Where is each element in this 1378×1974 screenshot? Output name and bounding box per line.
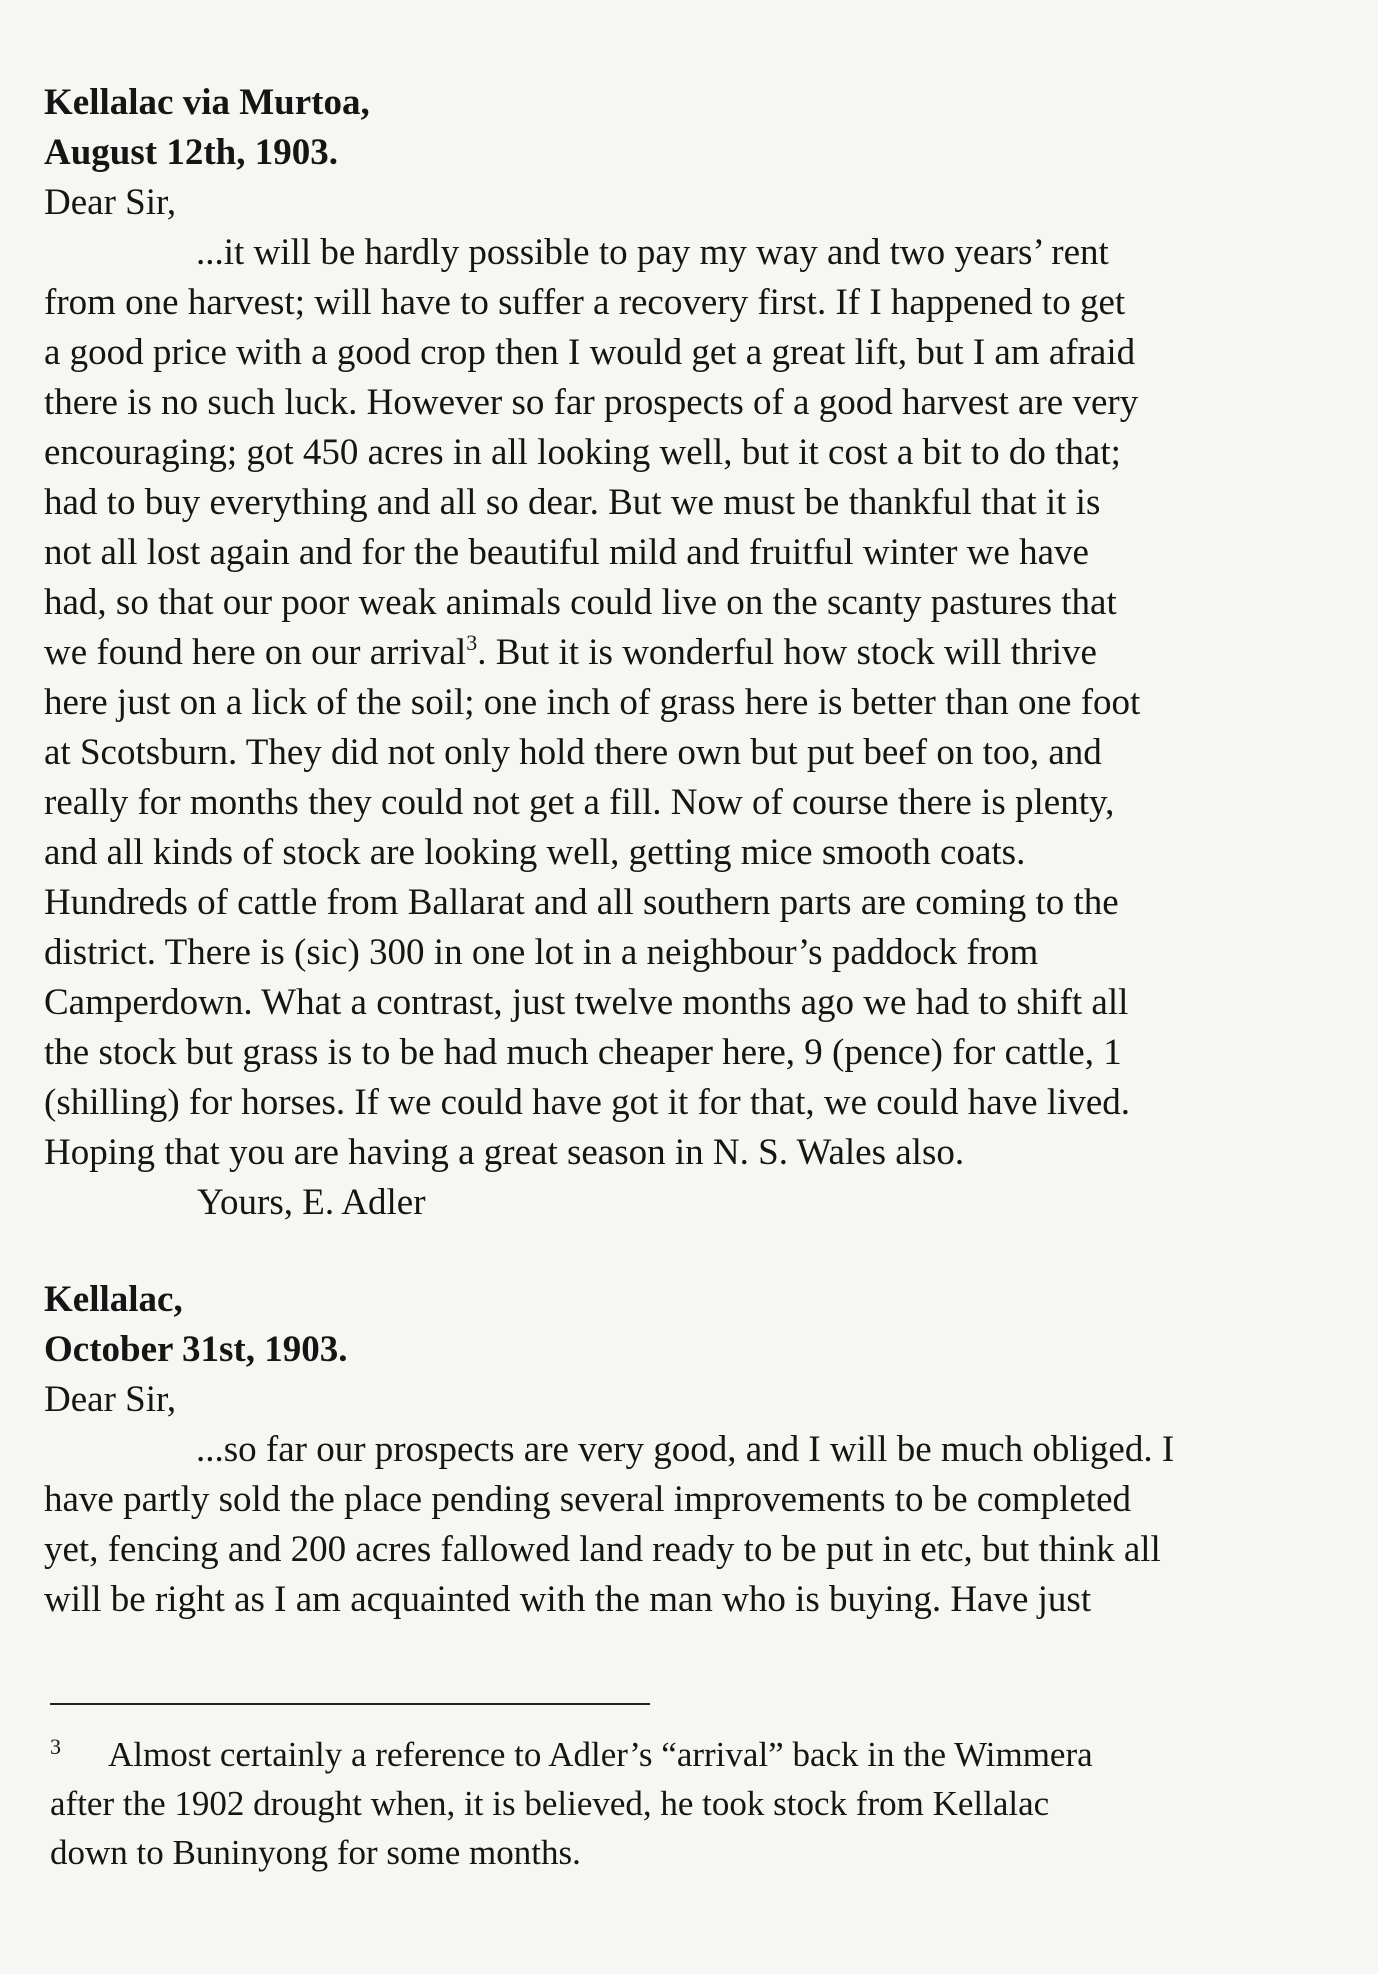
- body-line: had, so that our poor weak animals could live on the scanty pastures that: [44, 582, 1117, 623]
- body-text: . But it is wonderful how stock will thrive: [477, 632, 1097, 673]
- letter-august-1903: [44, 78, 1334, 1228]
- body-line: had to buy everything and all so dear. But we must be thankful that it is: [44, 482, 1101, 523]
- letter-place-heading: Kellalac,: [44, 1279, 183, 1320]
- body-line: (shilling) for horses. If we could have got it for that, we could have lived.: [44, 1082, 1131, 1123]
- body-line: and all kinds of stock are looking well, getting mice smooth coats.: [44, 832, 1026, 873]
- letter-date-heading: October 31st, 1903.: [44, 1329, 348, 1370]
- footnote-number: 3: [50, 1734, 61, 1759]
- body-line-with-footnote: [44, 628, 1334, 678]
- signoff: Yours, E. Adler: [197, 1182, 426, 1223]
- body-line: ...it will be hardly possible to pay my way and two years’ rent: [196, 232, 1109, 273]
- body-text: we found here on our arrival: [44, 632, 467, 673]
- body-line: there is no such luck. However so far prospects of a good harvest are very: [44, 382, 1139, 423]
- footnote: [50, 1722, 1340, 1877]
- body-line: Camperdown. What a contrast, just twelve months ago we had to shift all: [44, 982, 1129, 1023]
- body-line: really for months they could not get a fill. Now of course there is plenty,: [44, 782, 1115, 823]
- footnote-line: after the 1902 drought when, it is believed, he took stock from Kellalac: [50, 1784, 1050, 1823]
- letter-place-heading: Kellalac via Murtoa,: [44, 82, 370, 123]
- footnote-text: Almost certainly a reference to Adler’s “arrival” back in the Wimmera: [108, 1735, 1093, 1774]
- body-line: at Scotsburn. They did not only hold there own but put beef on too, and: [44, 732, 1102, 773]
- footnote-reference: 3: [466, 630, 478, 655]
- letter-october-1903: [44, 1275, 1334, 1625]
- body-line: ...so far our prospects are very good, and I will be much obliged. I: [196, 1429, 1175, 1470]
- footnote-line: [50, 1722, 1340, 1779]
- body-line: not all lost again and for the beautiful mild and fruitful winter we have: [44, 532, 1089, 573]
- letter-date-heading: August 12th, 1903.: [44, 132, 338, 173]
- body-line: district. There is (sic) 300 in one lot in a neighbour’s paddock from: [44, 932, 1039, 973]
- body-line: Hundreds of cattle from Ballarat and all southern parts are coming to the: [44, 882, 1119, 923]
- salutation: Dear Sir,: [44, 1379, 177, 1420]
- body-line: yet, fencing and 200 acres fallowed land ready to be put in etc, but think all: [44, 1529, 1161, 1570]
- body-line: have partly sold the place pending several improvements to be completed: [44, 1479, 1132, 1520]
- body-line: encouraging; got 450 acres in all looking well, but it cost a bit to do that;: [44, 432, 1121, 473]
- body-line: will be right as I am acquainted with the man who is buying. Have just: [44, 1579, 1092, 1620]
- footnote-line: down to Buninyong for some months.: [50, 1833, 581, 1872]
- body-line: the stock but grass is to be had much cheaper here, 9 (pence) for cattle, 1: [44, 1032, 1122, 1073]
- footnote-separator: [50, 1703, 650, 1705]
- body-line: from one harvest; will have to suffer a recovery first. If I happened to get: [44, 282, 1126, 323]
- body-line: here just on a lick of the soil; one inch of grass here is better than one foot: [44, 682, 1141, 723]
- body-line: Hoping that you are having a great season in N. S. Wales also.: [44, 1132, 965, 1173]
- salutation: Dear Sir,: [44, 182, 177, 223]
- body-line: a good price with a good crop then I would get a great lift, but I am afraid: [44, 332, 1136, 373]
